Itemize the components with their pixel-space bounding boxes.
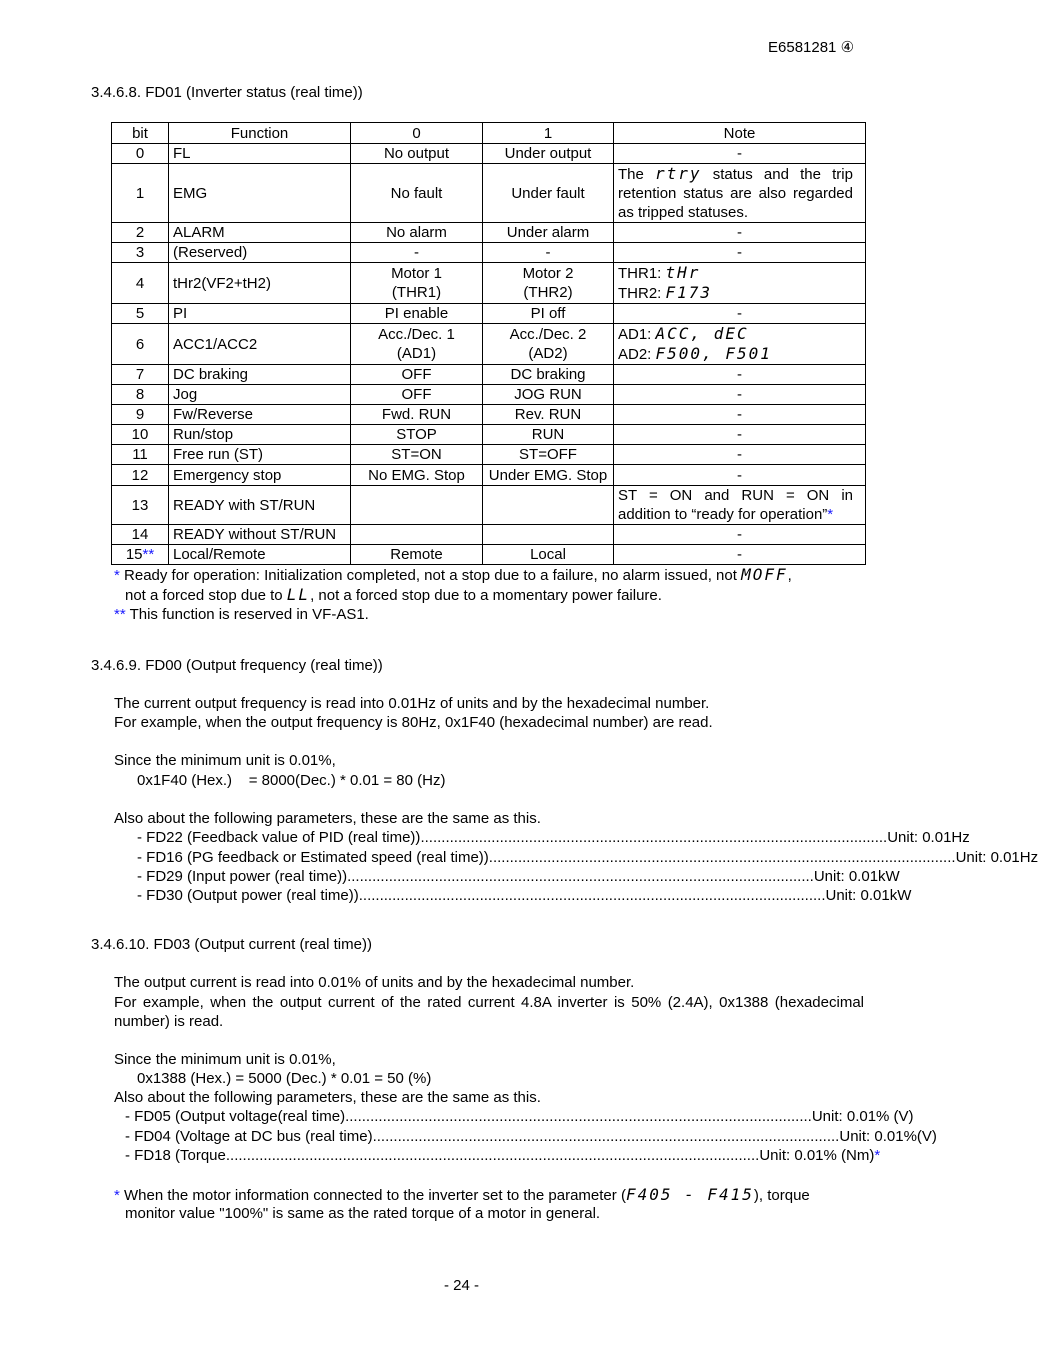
cell-function: Local/Remote [169,545,351,565]
cell-bit: 12 [112,465,169,486]
cell-note: - [614,465,866,486]
cell-bit: 9 [112,405,169,425]
table-row [112,304,866,324]
leader-dots: ................................................................................................................ [372,1128,840,1145]
cell-value-0: ST=ON [351,445,483,465]
bit-number: 15 [125,546,143,563]
cell-value-0: Remote [351,545,483,565]
cell-note: - [614,405,866,425]
note-text: THR2: [618,285,662,302]
table-row [112,324,866,365]
footnote-text: , [787,567,792,584]
table-row [112,263,866,304]
param-label: - FD05 (Output voltage(real time) [125,1108,346,1125]
footnote-text: not a forced stop due to [125,587,283,604]
cell-function: Fw/Reverse [169,405,351,425]
note-text: THR1: [618,265,662,282]
footnote-ready-line2 [125,585,662,604]
footnote-marker: ** [142,546,155,563]
cell-function: ALARM [169,223,351,243]
cell-note [614,263,866,304]
paragraph: For example, when the output frequency is 80Hz, 0x1F40 (hexadecimal number) are read. [114,714,713,731]
revision-mark: ④ [840,39,855,56]
paragraph: Since the minimum unit is 0.01%, [114,1051,336,1068]
value-line: (AD2) [528,345,568,362]
cell-function: EMG [169,164,351,223]
f173-segment-code: F173 [665,283,713,302]
note-text: AD2: [618,346,652,363]
cell-function: tHr2(VF2+tH2) [169,263,351,304]
table-row [112,164,866,223]
cell-value-1 [483,263,614,304]
header-value-0: 0 [351,123,483,144]
section-title-fd03: 3.4.6.10. FD03 (Output current (real time)) [91,936,372,953]
value-line: (THR1) [391,284,442,301]
cell-note: - [614,144,866,164]
cell-note: - [614,223,866,243]
cell-value-0: OFF [351,385,483,405]
thr-segment-code: tHr [665,263,701,282]
param-line [137,849,1038,866]
cell-value-0: No output [351,144,483,164]
paragraph: For example, when the output current of the rated current 4.8A inverter is 50% (2.4A), 0x1388 (hexadecimal number) is read. [114,994,864,1030]
cell-bit: 1 [112,164,169,223]
value-line: Motor 2 [522,265,574,282]
header-note: Note [614,123,866,144]
rtry-segment-code: rtry [655,164,702,183]
cell-note: - [614,545,866,565]
cell-bit [112,545,169,565]
cell-value-0 [351,486,483,525]
param-unit: Unit: 0.01%(V) [839,1128,937,1145]
cell-value-0: No fault [351,164,483,223]
paragraph: The output current is read into 0.01% of units and by the hexadecimal number. [114,974,635,991]
header-value-1: 1 [483,123,614,144]
cell-bit: 3 [112,243,169,263]
paragraph: Also about the following parameters, these are the same as this. [114,810,541,827]
cell-value-1: RUN [483,425,614,445]
leader-dots: ................................................................................................................ [488,849,956,866]
cell-note [614,164,866,223]
param-unit: Unit: 0.01Hz [887,829,970,846]
value-line: (AD1) [396,345,437,362]
cell-value-1: Under alarm [483,223,614,243]
f405-f415-segment-code: F405 - F415 [625,1185,754,1204]
section-title-fd01: 3.4.6.8. FD01 (Inverter status (real time)) [91,84,363,101]
cell-value-0 [351,525,483,545]
param-unit: Unit: 0.01kW [813,868,900,885]
footnote-reserved [114,606,369,623]
cell-value-1: DC braking [483,365,614,385]
cell-value-1 [483,324,614,365]
cell-note: - [614,385,866,405]
cell-note [614,324,866,365]
paragraph: The current output frequency is read into 0.01Hz of units and by the hexadecimal number. [114,695,710,712]
cell-bit: 8 [112,385,169,405]
cell-value-0: PI enable [351,304,483,324]
cell-value-0 [351,263,483,304]
table-row [112,465,866,486]
footnote-text: ), torque [753,1187,810,1204]
unit-text: Unit: 0.01% (Nm) [759,1147,875,1164]
cell-value-0: - [351,243,483,263]
param-line [125,1147,881,1164]
table-row [112,425,866,445]
cell-bit: 5 [112,304,169,324]
table-row [112,545,866,565]
cell-function: FL [169,144,351,164]
param-line [137,868,900,885]
cell-value-1: - [483,243,614,263]
cell-value-0: No EMG. Stop [351,465,483,486]
footnote-torque [114,1185,810,1204]
param-label: - FD04 (Voltage at DC bus (real time) [125,1128,373,1145]
table-header-row [112,123,866,144]
doc-id-text: E6581281 [768,39,837,56]
footnote-text: This function is reserved in VF-AS1. [129,606,369,623]
note-text: ST = ON and RUN = ON in addition to “ready for operation” [618,487,853,523]
cell-function: DC braking [169,365,351,385]
cell-value-1: Under EMG. Stop [483,465,614,486]
cell-bit: 11 [112,445,169,465]
cell-bit: 0 [112,144,169,164]
cell-bit: 14 [112,525,169,545]
param-label: - FD22 (Feedback value of PID (real time)) [137,829,421,846]
paragraph: Since the minimum unit is 0.01%, [114,752,336,769]
footnote-marker: ** [114,606,126,623]
acc-dec-segment-code: ACC, dEC [655,324,749,343]
note-text: AD1: [618,326,652,343]
cell-bit: 6 [112,324,169,365]
document-id [768,38,854,56]
value-line: Acc./Dec. 2 [509,326,587,343]
cell-note: - [614,243,866,263]
cell-note: - [614,525,866,545]
leader-dots: ................................................................................................................ [420,829,888,846]
param-line [137,887,912,904]
footnote-text: , not a forced stop due to a momentary power failure. [310,587,662,604]
cell-value-1 [483,525,614,545]
note-text: status and the trip retention status are also regarded as tripped statuses. [618,166,853,221]
table-row [112,445,866,465]
footnote-ready [114,565,792,584]
cell-value-1: Rev. RUN [483,405,614,425]
cell-function: PI [169,304,351,324]
table-row [112,243,866,263]
footnote-text: Ready for operation: Initialization completed, not a stop due to a failure, no alarm issued, not [124,567,737,584]
param-label: - FD30 (Output power (real time)) [137,887,359,904]
footnote-text: When the motor information connected to the inverter set to the parameter ( [124,1187,626,1204]
cell-note [614,486,866,525]
cell-function: READY with ST/RUN [169,486,351,525]
ll-segment-code: LL [286,585,311,604]
cell-value-0 [351,324,483,365]
cell-value-1: PI off [483,304,614,324]
paragraph: Also about the following parameters, these are the same as this. [114,1089,541,1106]
header-bit: bit [112,123,169,144]
cell-note: - [614,445,866,465]
cell-value-1: Under output [483,144,614,164]
table-row [112,405,866,425]
footnote-marker: * [114,1187,120,1204]
table-row [112,223,866,243]
leader-dots: ................................................................................................................ [347,868,814,885]
cell-value-0: Fwd. RUN [351,405,483,425]
footnote-marker: * [114,567,120,584]
param-line [125,1108,914,1125]
section-title-fd00: 3.4.6.9. FD00 (Output frequency (real time)) [91,657,383,674]
table-row [112,486,866,525]
cell-value-1: JOG RUN [483,385,614,405]
footnote-marker: * [827,506,834,523]
param-label: - FD16 (PG feedback or Estimated speed (real time)) [137,849,489,866]
param-line [125,1128,937,1145]
f500-f501-segment-code: F500, F501 [655,344,772,363]
param-unit: Unit: 0.01% (V) [811,1108,914,1125]
table-row [112,385,866,405]
moff-segment-code: MOFF [741,565,788,584]
table-row [112,144,866,164]
param-label: - FD29 (Input power (real time)) [137,868,348,885]
cell-value-1: Under fault [483,164,614,223]
table-row [112,365,866,385]
cell-bit: 4 [112,263,169,304]
value-line: (THR2) [523,284,573,301]
inverter-status-table [111,122,866,565]
cell-function: READY without ST/RUN [169,525,351,545]
value-line: Motor 1 [391,265,442,282]
param-label: - FD18 (Torque [125,1147,226,1164]
cell-bit: 10 [112,425,169,445]
cell-function: Jog [169,385,351,405]
cell-bit: 7 [112,365,169,385]
param-unit: Unit: 0.01Hz [955,849,1038,866]
leader-dots: ................................................................................................................ [358,887,826,904]
cell-function: ACC1/ACC2 [169,324,351,365]
cell-function: Free run (ST) [169,445,351,465]
value-line: Acc./Dec. 1 [378,326,455,343]
cell-bit: 13 [112,486,169,525]
cell-function: Run/stop [169,425,351,445]
cell-value-1 [483,486,614,525]
cell-value-1: ST=OFF [483,445,614,465]
leader-dots: ................................................................................................................ [345,1108,812,1125]
cell-note: - [614,425,866,445]
cell-note: - [614,304,866,324]
footnote-marker: * [874,1147,881,1164]
cell-value-0: No alarm [351,223,483,243]
cell-value-0: OFF [351,365,483,385]
cell-bit: 2 [112,223,169,243]
cell-value-1: Local [483,545,614,565]
cell-note: - [614,365,866,385]
cell-function: (Reserved) [169,243,351,263]
param-unit [759,1147,880,1164]
param-unit: Unit: 0.01kW [825,887,912,904]
param-line [137,829,970,846]
note-text: The [618,166,644,183]
table-row [112,525,866,545]
leader-dots: ................................................................................................................................ [225,1147,760,1164]
calculation: 0x1F40 (Hex.) = 8000(Dec.) * 0.01 = 80 (Hz) [137,772,446,789]
cell-value-0: STOP [351,425,483,445]
cell-function: Emergency stop [169,465,351,486]
header-function: Function [169,123,351,144]
calculation: 0x1388 (Hex.) = 5000 (Dec.) * 0.01 = 50 (%) [137,1070,432,1087]
footnote-torque-line2: monitor value "100%" is same as the rated torque of a motor in general. [125,1205,601,1222]
page-number: - 24 - [444,1277,480,1294]
